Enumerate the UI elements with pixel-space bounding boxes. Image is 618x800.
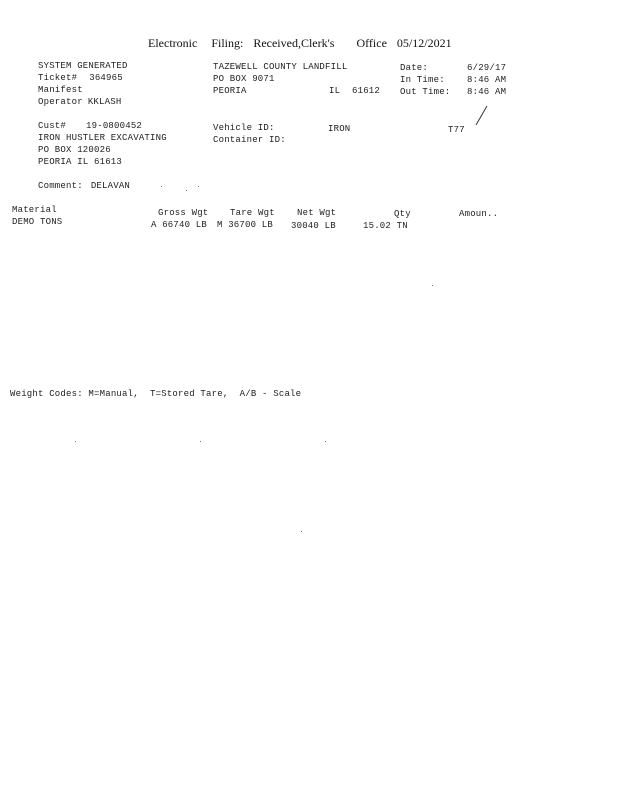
- facility-po-box: PO BOX 9071: [213, 74, 275, 84]
- received-label: Received,Clerk's: [253, 36, 335, 50]
- cust-number: 19-0800452: [86, 121, 143, 131]
- out-time: 8:46 AM: [467, 87, 507, 97]
- out-time-label: Out Time:: [400, 87, 451, 97]
- customer-name: IRON HUSTLER EXCAVATING: [38, 133, 167, 143]
- row-tare: M 36700 LB: [217, 220, 274, 230]
- row-net: 30040 LB: [291, 221, 336, 231]
- truck-number: T77: [448, 125, 465, 135]
- comment-label: Comment:: [38, 181, 83, 191]
- scan-speck: [75, 441, 76, 442]
- comment-text: DELAVAN: [90, 181, 131, 191]
- ticket-label: Ticket#: [38, 73, 78, 83]
- col-net: Net Wgt: [297, 208, 337, 218]
- in-time-label: In Time:: [400, 75, 445, 85]
- ticket-date: 6/29/17: [467, 63, 507, 73]
- cust-line: [38, 121, 142, 131]
- comment-line: [38, 181, 130, 191]
- row-qty: 15.02 TN: [363, 221, 408, 231]
- scan-speck: [198, 186, 199, 187]
- manifest-label: Manifest: [38, 85, 83, 95]
- scan-speck: [200, 441, 201, 442]
- date-label: Date:: [400, 63, 429, 73]
- facility-city: PEORIA: [213, 86, 247, 96]
- row-material: DEMO TONS: [12, 217, 63, 227]
- scan-speck: [432, 285, 433, 286]
- ticket-number: 364965: [89, 73, 123, 83]
- operator-name: KKLASH: [87, 97, 122, 107]
- facility-name: TAZEWELL COUNTY LANDFILL: [213, 62, 348, 72]
- facility-zip: 61612: [352, 86, 381, 96]
- operator-line: [38, 97, 121, 107]
- filing-electronic: Electronic: [148, 36, 198, 50]
- office-label: Office: [356, 36, 387, 50]
- customer-city: PEORIA IL 61613: [38, 157, 123, 167]
- in-time: 8:46 AM: [467, 75, 507, 85]
- ticket-line: [38, 73, 123, 83]
- scan-speck: [161, 186, 162, 187]
- system-generated: SYSTEM GENERATED: [38, 61, 128, 71]
- operator-label: Operator: [38, 97, 83, 107]
- scan-speck: [186, 190, 187, 191]
- scan-speck: [325, 441, 326, 442]
- handwritten-slash-mark: [472, 104, 492, 128]
- cust-label: Cust#: [38, 121, 67, 131]
- vehicle-label: Vehicle ID:: [213, 123, 275, 133]
- filing-date: 05/12/2021: [396, 36, 452, 50]
- container-label: Container ID:: [213, 135, 286, 145]
- col-qty: Qty: [394, 209, 411, 219]
- col-material: Material: [12, 205, 57, 215]
- row-gross: A 66740 LB: [151, 220, 208, 230]
- weight-codes: Weight Codes: M=Manual, T=Stored Tare, A/B - Scale: [10, 389, 302, 399]
- facility-state: IL: [329, 86, 341, 96]
- vehicle-id: IRON: [328, 124, 351, 134]
- col-tare: Tare Wgt: [230, 208, 275, 218]
- filing-label: Filing:: [211, 36, 244, 50]
- filing-header: [142, 21, 452, 51]
- col-amount: Amoun..: [459, 209, 499, 219]
- scan-speck: [301, 531, 302, 532]
- col-gross: Gross Wgt: [158, 208, 209, 218]
- customer-po-box: PO BOX 120026: [38, 145, 111, 155]
